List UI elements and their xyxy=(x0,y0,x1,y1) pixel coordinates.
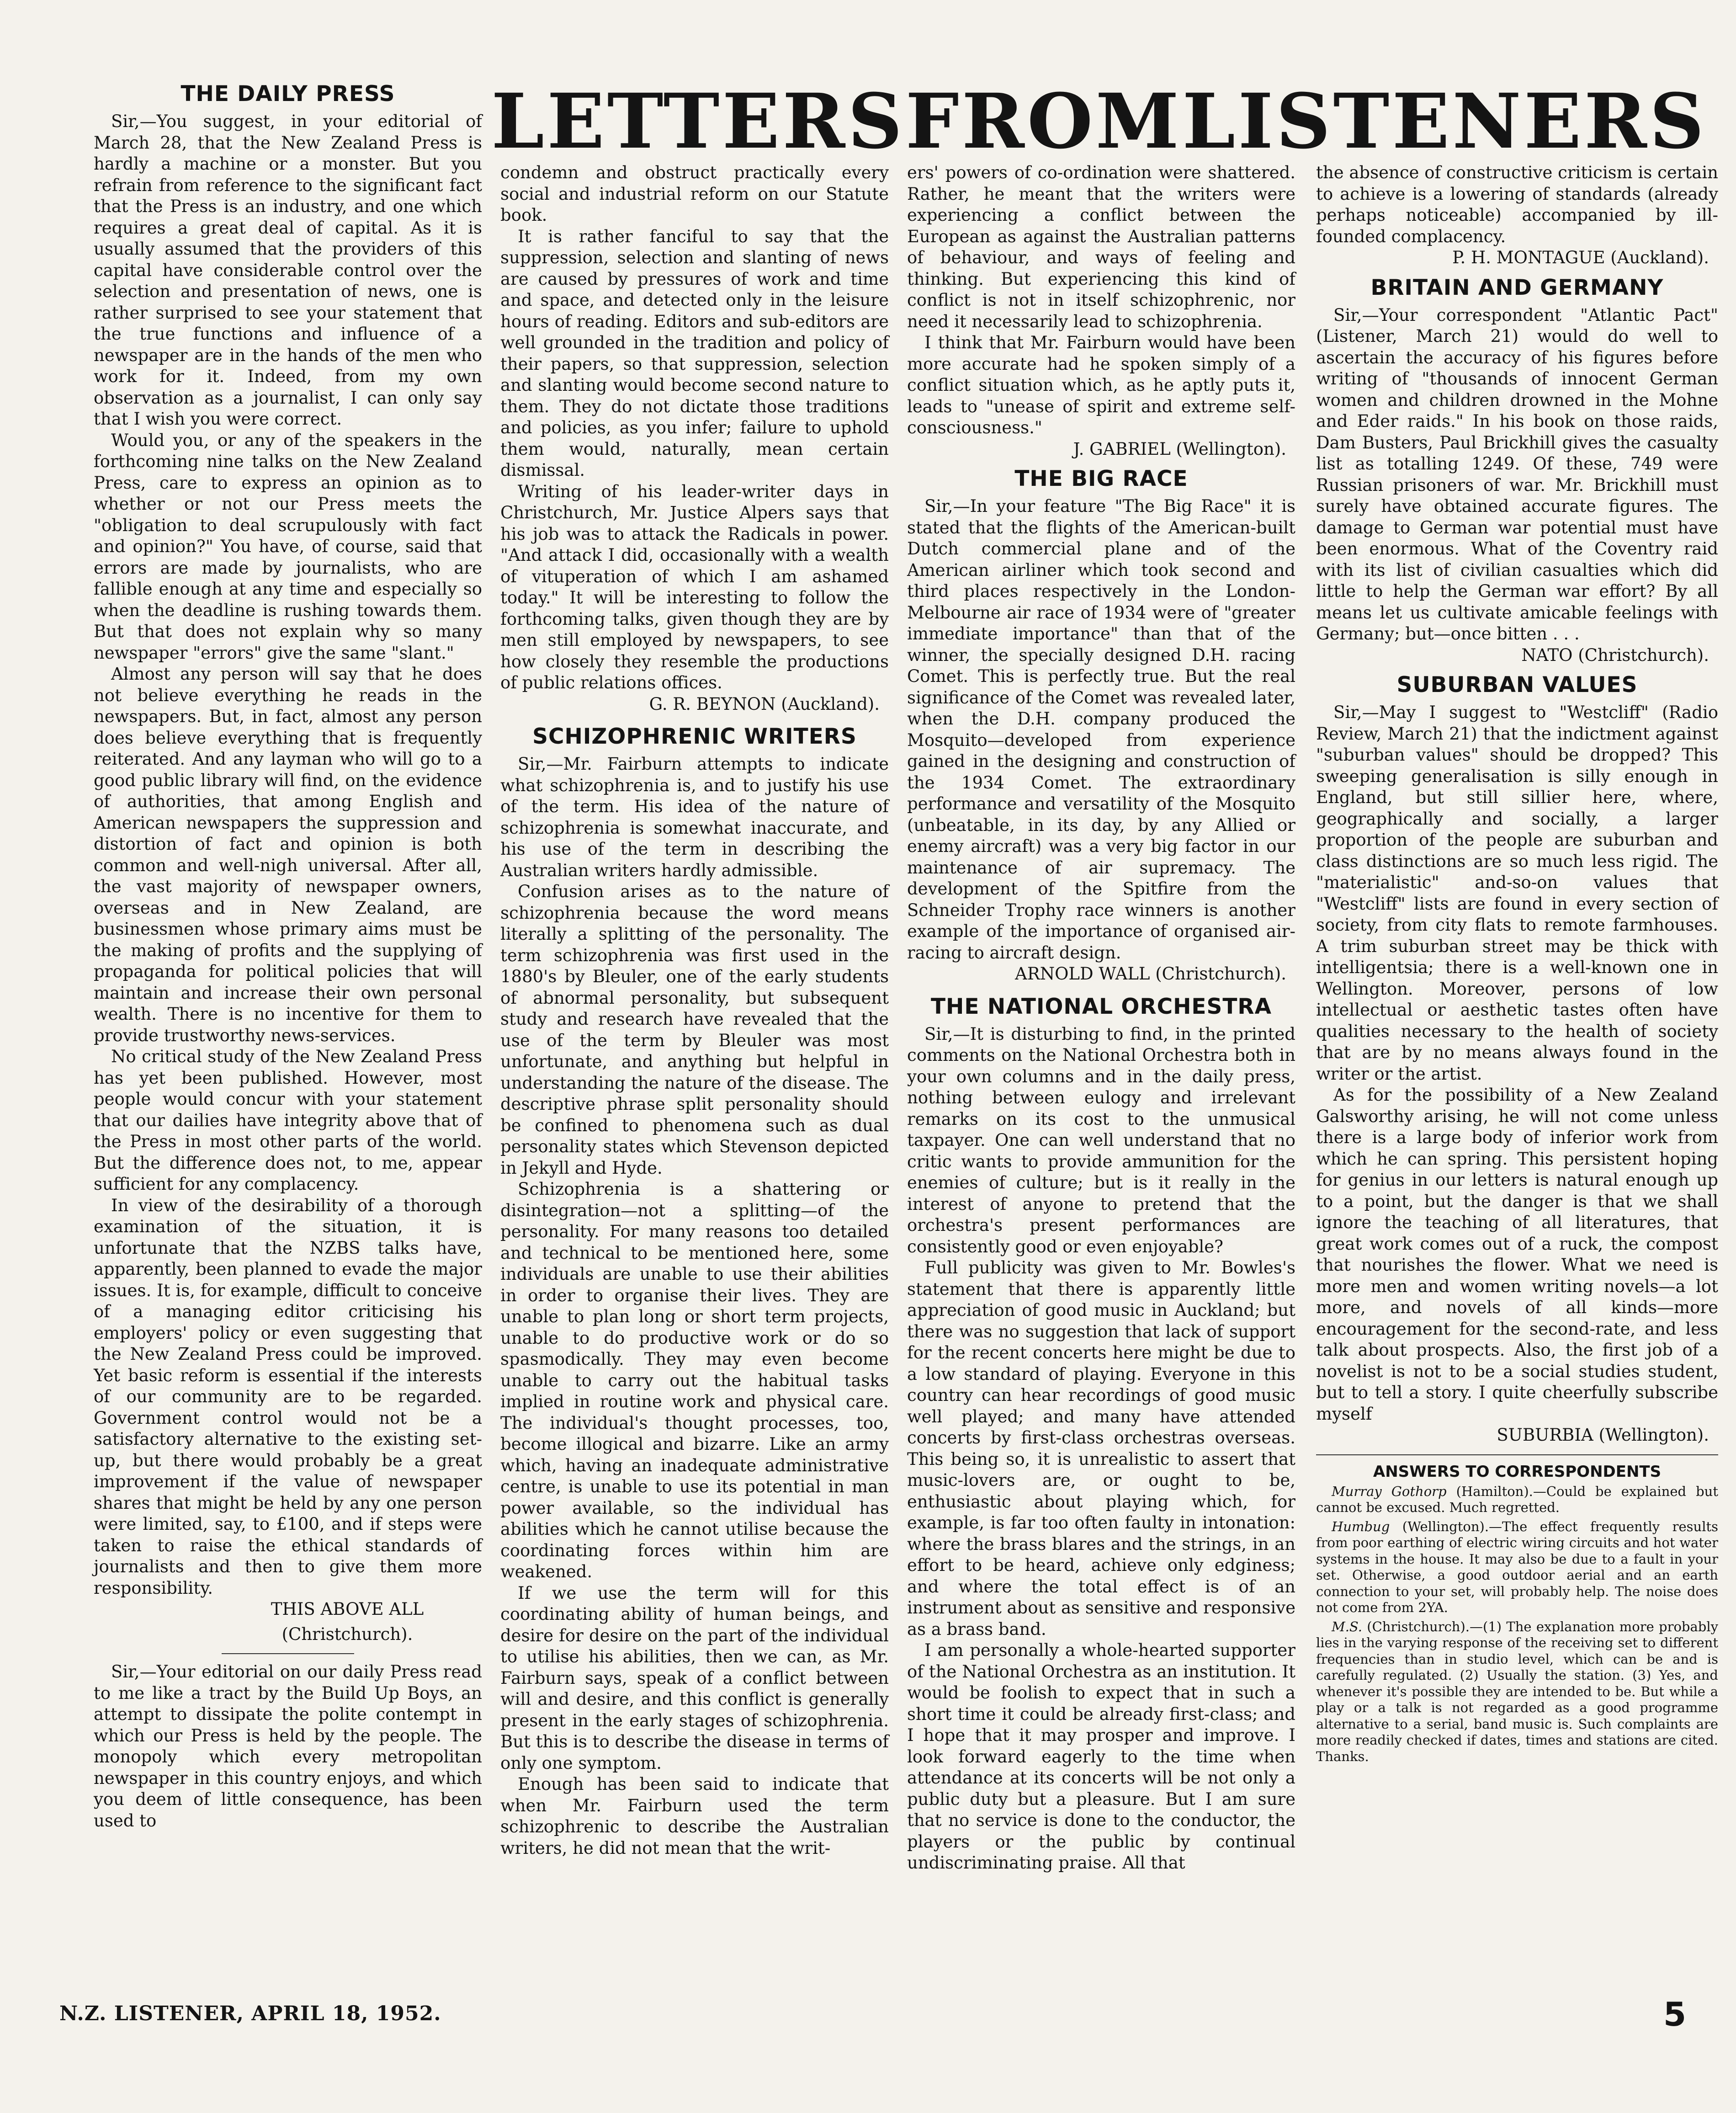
answer-text: (Christchurch).—(1) The explanation more probably lies in the varying response of the receiving set to different frequencies than in studio level, which can be and is carefully regulated. (2) Usually the station. (3) Yes, and whenever it's possible they are intended to be. But while a play or a talk is not regarded as a good programme alternative to a serial, band music is. Such complaints are more readily checked if dates, times and stations are cited. Thanks. xyxy=(1316,1618,1718,1764)
letter-paragraph: Almost any person will say that he does not believe everything he reads in the newspapers. But, in fact, almost any person does believe everything that is frequently reiterated. And any layman who will go to a good public library will find, on the evidence of authorities, that among English and American newspapers the suppression and distortion of fact and opinion is both common and well-nigh universal. After all, the vast majority of newspaper owners, overseas and in New Zealand, are businessmen whose primary aims must be the making of profits and the supplying of propaganda for political policies that will maintain and increase their own personal wealth. There is no incentive for them to provide trustworthy news-services. xyxy=(94,664,482,1045)
letter-paragraph: I think that Mr. Fairburn would have been more accurate had he spoken simply of a conflict situation which, as he aptly puts it, leads to "unease of spirit and extreme self-consciousness." xyxy=(907,333,1295,437)
letter-signature-place: (Christchurch). xyxy=(281,1624,413,1644)
column-2 xyxy=(500,162,889,1859)
masthead-word: FROM xyxy=(905,77,1182,165)
footer-issue: N.Z. LISTENER, APRIL 18, 1952. xyxy=(59,2002,441,2025)
answer-text: (Wellington).—The effect frequently results from poor earthing of electric wiring circuits and hot water systems in the house. It may also be due to a fault in your set. Otherwise, a good outdoor aerial and an earth connection to your set, will probably help. The noise does not come from 2YA. xyxy=(1316,1518,1719,1615)
letter-paragraph: ers' powers of co-ordination were shattered. Rather, he meant that the writers were experiencing a conflict between the European as against the Australian patterns of behaviour, and ways of feeling and thinking. But experiencing this kind of conflict is not in itself schizophrenic, nor need it necessarily lead to schizophrenia. xyxy=(907,163,1295,331)
letter-signature: J. GABRIEL (Wellington). xyxy=(1073,439,1286,459)
letter-paragraph: If we use the term will for this coordinating ability of human beings, and desire for desire on the part of the individual to utilise his abilities, then we can, as Mr. Fairburn says, speak of a conflict between will and desire, and this conflict is generally present in the early stages of schizophrenia. But this is to describe the disease in terms of only one symptom. xyxy=(500,1583,889,1773)
letter-paragraph: Sir,—May I suggest to "Westcliff" (Radio Review, March 21) that the indictment against "suburban values" should be dropped? This sweeping generalisation is silly enough in England, but still sillier here, where, geographically and socially, a larger proportion of the people are suburban and class distinctions are so much less rigid. The "materialistic" and-so-on values that "Westcliff" lists are found in every section of society, from city flats to remote farmhouses. A trim suburban street may be thick with intelligentsia; there is a well-known one in Wellington. Moreover, persons of low intellectual or aesthetic tastes often have qualities necessary to the health of society that are by no means always found in the writer or the artist. xyxy=(1316,703,1718,1084)
letter-heading: THE NATIONAL ORCHESTRA xyxy=(930,994,1272,1019)
letter-paragraph: Schizophrenia is a shattering or disintegration—not a splitting—of the personality. For many reasons too detailed and technical to be mentioned here, some individuals are unable to use their abilities in order to organise their lives. They are unable to plan long or short term projects, unable to do productive work or do so spasmodically. They may even become unable to carry out the habitual tasks implied in routine work and physical care. The individual's thought processes, too, become illogical and bizarre. Like an army which, having an inadequate administrative centre, is unable to use its potential in man power available, so the individual has abilities which he cannot utilise because the coordinating forces within him are weakened. xyxy=(500,1179,889,1581)
answer-name: Humbug xyxy=(1332,1518,1390,1534)
letter-paragraph: Full publicity was given to Mr. Bowles's statement that there is apparently little appreciation of good music in Auckland; but there was no suggestion that lack of support for the recent concerts here might be due to a low standard of playing. Everyone in this country can hear recordings of good music well played; and many have attended concerts by first-class orchestras overseas. This being so, it is unrealistic to assert that music-lovers are, or ought to be, enthusiastic about playing which, for example, is far too often faulty in intonation: where the brass blares and the strings, in an effort to be heard, achieve only edginess; and where the total effect is of an instrument about as sensitive and responsive as a brass band. xyxy=(907,1258,1295,1639)
letter-heading: SUBURBAN VALUES xyxy=(1396,672,1638,697)
letter-paragraph: Enough has been said to indicate that when Mr. Fairburn used the term schizophrenic to describe the Australian writers, he did not mean that the writ- xyxy=(500,1774,889,1858)
letter-heading: THE DAILY PRESS xyxy=(181,81,395,106)
letter-signature: NATO (Christchurch). xyxy=(1521,645,1709,665)
letter-paragraph: Would you, or any of the speakers in the forthcoming nine talks on the New Zealand Press, care to express an opinion as to whether or not our Press meets the "obligation to deal scrupulously with fact and opinion?" You have, of course, said that errors are made by journalists, who are fallible enough at any time and especially so when the deadline is rushing towards them. But that does not explain why so many newspaper "errors" give the same "slant." xyxy=(94,430,482,663)
divider xyxy=(222,1653,354,1654)
column-3 xyxy=(907,162,1295,1874)
letter-paragraph: condemn and obstruct practically every social and industrial reform on our Statute book. xyxy=(500,163,889,225)
masthead-word: LETTERS xyxy=(491,77,905,165)
letter-signature: ARNOLD WALL (Christchurch). xyxy=(1015,964,1286,984)
letter-paragraph: As for the possibility of a New Zealand Galsworthy arising, he will not come unless there is a large body of inferior work from which he can spring. This persistent hoping for genius in our letters is natural enough up to a point, but the danger is that we shall ignore the teaching of all literatures, that great work comes out of a ruck, the compost that nourishes the flower. What we need is more men and women writing novels—a lot more, and novels of all kinds—more encouragement for the second-rate, and less talk about prospects. Also, the first job of a novelist is not to be a social studies student, but to tell a story. I quite cheerfully subscribe myself xyxy=(1316,1085,1718,1424)
masthead-word: LISTENERS xyxy=(1182,77,1707,165)
letter-paragraph: I am personally a whole-hearted supporter of the National Orchestra as an institution. It would be foolish to expect that in such a short time it could be already first-class; and I hope that it may prosper and improve. I look forward eagerly to the time when attendance at its concerts will be not only a public duty but a pleasure. But I am sure that no service is done to the conductor, the players or the public by continual undiscriminating praise. All that xyxy=(907,1640,1295,1873)
letter-heading: SCHIZOPHRENIC WRITERS xyxy=(532,724,857,749)
letter-paragraph: Sir,—Mr. Fairburn attempts to indicate what schizophrenia is, and to justify his use of the term. His idea of the nature of schizophrenia is somewhat inaccurate, and his use of the term in describing the Australian writers hardly admissible. xyxy=(500,754,889,880)
letter-paragraph: Sir,—In your feature "The Big Race" it is stated that the flights of the American-built Dutch commercial plane and of the American airliner which took second and third places respectively in the London-Melbourne air race of 1934 were of "greater immediate importance" than that of the winner, the specially designed D.H. racing Comet. This is perfectly true. But the real significance of the Comet was revealed later, when the D.H. company produced the Mosquito—developed from experience gained in the designing and construction of the 1934 Comet. The extraordinary performance and versatility of the Mosquito (unbeatable, in its day, by any Allied or enemy aircraft) was a very big factor in our maintenance of air supremacy. The development of the Spitfire from the Schneider Trophy race winners is another example of the importance of organised air-racing to aircraft design. xyxy=(907,496,1295,963)
letter-signature: P. H. MONTAGUE (Auckland). xyxy=(1452,248,1709,267)
masthead-title xyxy=(491,78,1707,165)
letter-signature: SUBURBIA (Wellington). xyxy=(1497,1425,1709,1445)
answer-name: Murray Gothorp xyxy=(1332,1483,1447,1499)
letter-heading: THE BIG RACE xyxy=(1014,466,1188,491)
letter-signature: G. R. BEYNON (Auckland). xyxy=(649,694,880,714)
column-1 xyxy=(94,81,482,1831)
answer-item xyxy=(1316,1619,1718,1765)
letter-paragraph: Writing of his leader-writer days in Christchurch, Mr. Justice Alpers says that his job was to attack the Radicals in power. "And attack I did, occasionally with a wealth of vituperation of which I am ashamed today." It will be interesting to follow the forthcoming talks, given though they are by men still employed by newspapers, to see how closely they resemble the productions of public relations offices. xyxy=(500,481,889,692)
letter-heading: BRITAIN AND GERMANY xyxy=(1370,275,1664,300)
column-4 xyxy=(1316,162,1718,1767)
letter-paragraph: Confusion arises as to the nature of schizophrenia because the word means literally a splitting of the personality. The term schizophrenia was first used in the 1880's by Bleuler, one of the early students of abnormal personality, but subsequent study and research have revealed that the use of the term by Bleuler was most unfortunate, and anything but helpful in understanding the nature of the disease. The descriptive phrase split personality should be confined to phenomena such as dual personality states which Stevenson depicted in Jekyll and Hyde. xyxy=(500,882,889,1178)
letter-signature: THIS ABOVE ALL xyxy=(271,1599,424,1619)
letter-paragraph: No critical study of the New Zealand Press has yet been published. However, most people would concur with your statement that our dailies have integrity above that of the Press in most other parts of the world. But the difference does not, to me, appear sufficient for any complacency. xyxy=(94,1047,482,1194)
letter-paragraph: the absence of constructive criticism is certain to achieve is a lowering of standards (already perhaps noticeable) accompanied by ill-founded complacency. xyxy=(1316,163,1718,246)
answer-item xyxy=(1316,1519,1718,1616)
letter-paragraph: In view of the desirability of a thorough examination of the situation, it is unfortunate that the NZBS talks have, apparently, been planned to evade the major issues. It is, for example, difficult to conceive of a managing editor criticising his employers' policy or even suggesting that the New Zealand Press could be improved. Yet basic reform is essential if the interests of our community are to be regarded. Government control would not be a satisfactory alternative to the existing set-up, but there would probably be a great improvement if the value of newspaper shares that might be held by any one person were limited, say, to £100, and if steps were taken to raise the ethical standards of journalists and then to give them more responsibility. xyxy=(94,1195,482,1598)
letter-paragraph: Sir,—You suggest, in your editorial of March 28, that the New Zealand Press is hardly a machine or a monster. But you refrain from reference to the significant fact that the Press is an industry, and one which requires a great deal of capital. As it is usually assumed that the providers of this capital have considerable control over the selection and presentation of news, one is rather surprised to see your statement that the true functions and influence of a newspaper are in the hands of the men who work for it. Indeed, from my own observation as a journalist, I can only say that I wish you were correct. xyxy=(94,112,482,429)
answer-item xyxy=(1316,1484,1718,1516)
answer-text: (Hamilton).—Could be explained but cannot be excused. Much regretted. xyxy=(1316,1483,1718,1515)
divider xyxy=(1316,1454,1718,1455)
page-number: 5 xyxy=(1663,1995,1687,2033)
letter-paragraph: Sir,—Your editorial on our daily Press read to me like a tract by the Build Up Boys, an attempt to dissipate the polite contempt in which our Press is held by the people. The monopoly which every metropolitan newspaper in this country enjoys, and which you deem of little consequence, has been used to xyxy=(94,1662,482,1831)
answer-name: M.S. xyxy=(1332,1618,1362,1634)
answers-heading: ANSWERS TO CORRESPONDENTS xyxy=(1373,1462,1662,1481)
letter-paragraph: It is rather fanciful to say that the suppression, selection and slanting of news are caused by pressures of work and time and space, and detected only in the leisure hours of reading. Editors and sub-editors are well grounded in the tradition and policy of their papers, so that suppression, selection and slanting would become second nature to them. They do not dictate those traditions and policies, as you infer; failure to uphold them would, naturally, mean certain dismissal. xyxy=(500,226,889,480)
letter-paragraph: Sir,—It is disturbing to find, in the printed comments on the National Orchestra both in your own columns and in the daily press, nothing between eulogy and irrelevant remarks on its cost to the unmusical taxpayer. One can well understand that no critic wants to provide ammunition for the enemies of culture; but is it really in the interest of anyone to pretend that the orchestra's present performances are consistently good or even enjoyable? xyxy=(907,1024,1295,1256)
letter-paragraph: Sir,—Your correspondent "Atlantic Pact" (Listener, March 21) would do well to ascertain the accuracy of his figures before writing of "thousands of innocent German women and children drowned in the Mohne and Eder raids." In his book on those raids, Dam Busters, Paul Brickhill gives the casualty list as totalling 1249. Of these, 749 were Russian prisoners of war. Mr. Brickhill must surely have obtained accurate figures. The damage to German war potential must have been enormous. What of the Coventry raid with its list of civilian casualties which did little to help the German war effort? By all means let us cultivate amicable feelings with Germany; but—once bitten . . . xyxy=(1316,305,1718,644)
